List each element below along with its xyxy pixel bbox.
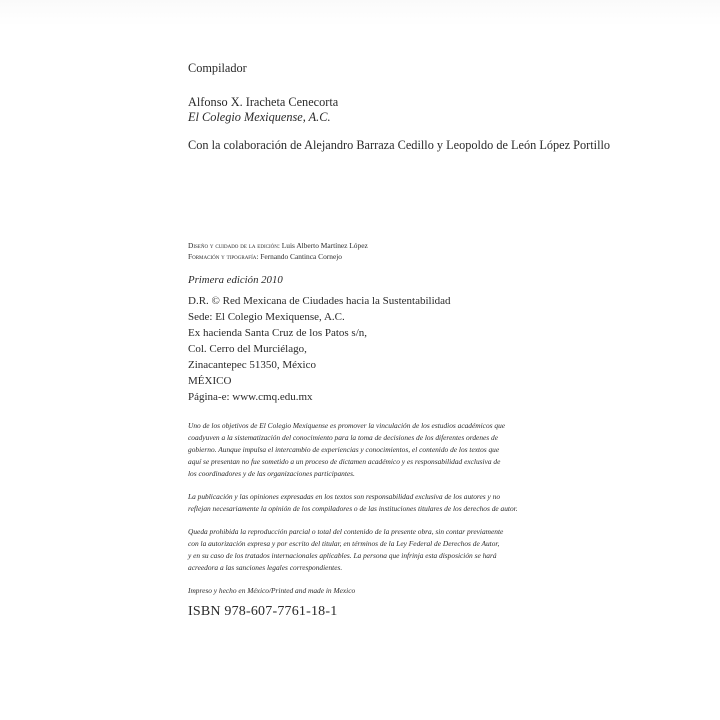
typesetting-credit-name: Fernando Cantinca Cornejo <box>260 252 342 261</box>
copyright-line-6: MÉXICO <box>188 375 232 387</box>
note-1-line-5: los coordinadores y de las organizaciones participantes. <box>188 469 355 478</box>
copyright-line-2: Sede: El Colegio Mexiquense, A.C. <box>188 311 345 323</box>
copyright-line-4: Col. Cerro del Murciélago, <box>188 343 307 355</box>
note-3-line-1: Queda prohibida la reproducción parcial o total del contenido de la presente obra, sin contar previamente <box>188 527 504 536</box>
collaboration-line: Con la colaboración de Alejandro Barraza Cedillo y Leopoldo de León López Portillo <box>188 138 611 152</box>
note-2-line-1: La publicación y las opiniones expresadas en los textos son responsabilidad exclusiva de los autores y no <box>188 492 501 501</box>
compiler-label: Compilador <box>188 61 247 75</box>
copyright-line-7: Página-e: www.cmq.edu.mx <box>188 391 313 403</box>
compiler-name: Alfonso X. Iracheta Cenecorta <box>188 95 339 109</box>
note-2-line-2: reflejan necesariamente la opinión de los compiladores o de las instituciones titulares de los derechos de autor. <box>188 504 518 513</box>
typesetting-credit-label: Formación y tipografía: <box>188 252 259 261</box>
note-1-line-2: coadyuven a la sistematización del conocimiento para la toma de decisiones de los diferentes ordenes de <box>188 433 498 442</box>
note-1-line-4: aquí se presentan no fue sometido a un proceso de dictamen académico y es responsabilidad exclusiva de <box>188 457 501 466</box>
typesetting-credit <box>188 252 342 261</box>
isbn: ISBN 978-607-7761-18-1 <box>188 604 338 619</box>
printed-in-line: Impreso y hecho en México/Printed and made in Mexico <box>188 586 356 595</box>
copyright-line-3: Ex hacienda Santa Cruz de los Patos s/n, <box>188 327 368 339</box>
copyright-line-1: D.R. © Red Mexicana de Ciudades hacia la Sustentabilidad <box>188 295 451 307</box>
note-3-line-4: acreedora a las sanciones legales correspondientes. <box>188 563 343 572</box>
design-credit-label: Diseño y cuidado de la edición: <box>188 241 280 250</box>
note-3-line-3: y en su caso de los tratados internacionales aplicables. La persona que infrinja esta disposición se hará <box>188 551 497 560</box>
page-top-strip <box>0 0 720 26</box>
design-credit-name: Luis Alberto Martínez López <box>281 241 368 250</box>
compiler-institution: El Colegio Mexiquense, A.C. <box>188 110 331 124</box>
note-1-line-3: gobierno. Aunque impulsa el intercambio de experiencias y conocimientos, el contenido de los textos que <box>188 445 500 454</box>
design-credit <box>188 241 368 250</box>
edition-line: Primera edición 2010 <box>188 274 283 286</box>
note-1-line-1: Uno de los objetivos de El Colegio Mexiquense es promover la vinculación de los estudios académicos que <box>188 421 506 430</box>
copyright-line-5: Zinacantepec 51350, México <box>188 359 316 371</box>
note-3-line-2: con la autorización expresa y por escrito del titular, en términos de la Ley Federal de Derechos de Autor, <box>188 539 500 548</box>
